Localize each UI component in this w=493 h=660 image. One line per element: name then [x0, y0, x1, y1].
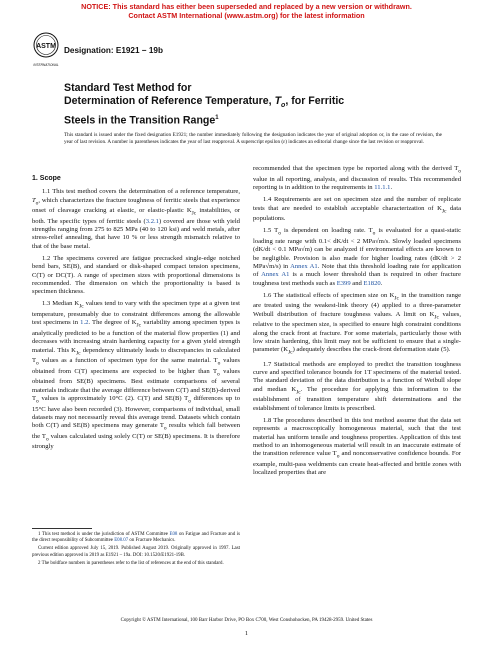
footnote-1: 1 This test method is under the jurisdiction of ASTM Committee E08 on Fatigue and Fracture and is the direct responsibility of Subcommittee E08.07 on Fracture Mechanics.: [32, 532, 240, 544]
paragraph-1-3: 1.3 Median $K_{Jc}$ values tend to vary with the specimen type at a given test temperature, presumably due to constraint differences among the allowable test specimens in 1.2. The degree of $K_{Jc}$ variability among specimen types is analytically predicted to be a function of the material flow properties (1) and decreases with increasing strain hardening capacity for a given yield strength material. This $K_{Jc}$ dependency ultimately leads to discrepancies in calculated $T_o$ values as a function of specimen type for the same material. $T_o$ values obtained from C(T) specimens are expected to be higher than $T_o$ values obtained from SE(B) specimens. Best estimate comparisons of several materials indicate that the average difference between C(T) and SE(B)-derived $T_o$ values is approximately 10°C (2). C(T) and SE(B) $T_o$ differences up to 15°C have also been recorded (3). However, comparisons of individual, small datasets may not necessarily reveal this average trend. Datasets which contain both C(T) and SE(B) specimens may generate $T_o$ results which fall between the $T_o$ values calculated using solely C(T) or SE(B) specimens. It is therefore strongly: [32, 300, 241, 451]
section-heading: 1. Scope: [32, 175, 61, 182]
footnote-1-edition: Current edition approved July 15, 2019. Published August 2019. Originally approved in 1997. Last previous edition approved in 2019 as E1921 – 19a. DOI: 10.1520/E1921-19B.: [32, 546, 240, 558]
footnote-rule: [32, 528, 92, 529]
astm-logo-icon: [33, 30, 59, 70]
paragraph-1-8: 1.8 The procedures described in this test method assume that the data set represents a macroscopically homogeneous material, such that the test material has uniform tensile and toughness properties. Application of this test method to an inhomogeneous material will result in an inaccurate estimate of the transition reference value $T_o$ and nonconservative confidence bounds. For example, multi-pass weldments can create heat-affected and brittle zones with localized properties that are: [253, 416, 461, 476]
designation: Designation: E1921 − 19b: [64, 46, 163, 55]
title-line-1: Standard Test Method for: [64, 82, 192, 94]
title-line-2: Determination of Reference Temperature, $T_o$, for Ferritic: [64, 94, 345, 109]
ref-link[interactable]: E399: [336, 279, 351, 287]
page-number: 1: [244, 630, 249, 637]
notice-line-2: Contact ASTM International (www.astm.org) for the latest information: [128, 10, 365, 20]
ref-link[interactable]: E08: [169, 532, 178, 537]
ref-link[interactable]: Annex A1: [290, 262, 318, 270]
standard-note: This standard is issued under the fixed designation E1921; the number immediately following the designation indicates the year of original adoption or, in the case of revision, the year of last revision. A number in parentheses indicates the year of last reapproval. A superscript epsilon (ε) indicates an editorial change since the last revision or reapproval.: [64, 132, 442, 145]
svg-text:INTERNATIONAL: INTERNATIONAL: [33, 63, 59, 67]
ref-link[interactable]: 1.2: [80, 319, 89, 327]
svg-text:ASTM: ASTM: [36, 43, 56, 50]
footnote-2: 2 The boldface numbers in parentheses refer to the list of references at the end of this standard.: [38, 560, 224, 566]
notice-line-1: NOTICE: This standard has either been superseded and replaced by a new version or withdrawn.: [81, 2, 412, 11]
paragraph-1-5: 1.5 $T_o$ is dependent on loading rate. $T_o$ is evaluated for a quasi-static loading rate range with 0.1< dK/dt < 2 MPa√m/s. Slowly loaded specimens (dK/dt < 0.1 MPa√m) can be analyzed if environmental effects are known to be negligible. Provision is also made for higher loading rates (dK/dt > 2 MPa√m/s) in Annex A1. Note that this threshold loading rate for application of Annex A1 is a much lower threshold than is required in other fracture toughness test methods such as E399 and E1820.: [253, 227, 461, 287]
ref-link[interactable]: E1820: [363, 279, 381, 287]
paragraph-1-7: 1.7 Statistical methods are employed to predict the transition toughness curve and specified tolerance bounds for 1T specimens of the material tested. The standard deviation of the data distribution is a function of Weibull slope and median $K_{Jc}$. The procedure for applying this information to the establishment of transition temperature shift determinations and the establishment of tolerance limits is prescribed.: [253, 360, 461, 412]
right-column: [253, 165, 461, 481]
supersession-notice: [0, 3, 493, 20]
copyright-line: Copyright © ASTM International, 100 Barr Harbor Drive, PO Box C700, West Conshohocken, PA 19428-2959. United States: [120, 618, 373, 623]
paragraph-1-2: 1.2 The specimens covered are fatigue precracked single-edge notched bend bars, SE(B), and standard or disk-shaped compact tension specimens, C(T) or DC(T). A range of specimen sizes with proportional dimensions is recommended. The dimension on which the proportionality is based is specimen thickness.: [32, 255, 240, 296]
ref-link[interactable]: Annex A1: [261, 271, 290, 279]
paragraph-continued: recommended that the specimen type be reported along with the derived $T_o$ value in all reporting, analysis, and discussion of results. This recommended reporting is in addition to the requirements in 11.1.1.: [253, 165, 461, 191]
footnotes: [32, 532, 240, 569]
left-column: [32, 175, 240, 456]
paragraph-1-6: 1.6 The statistical effects of specimen size on $K_{Jc}$ in the transition range are treated using the weakest-link theory (4) applied to a three-parameter Weibull distribution of fracture toughness values. A limit on $K_{Jc}$ values, relative to the specimen size, is specified to ensure high constraint conditions along the crack front at fracture. For some materials, particularly those with low strain hardening, this limit may not be sufficient to ensure that a single-parameter $(K_{Jc})$ adequately describes the crack-front deformation state (5).: [253, 291, 461, 356]
ref-link[interactable]: 11.1.1: [374, 183, 391, 191]
ref-link[interactable]: E08.07: [114, 538, 129, 544]
paragraph-1-4: 1.4 Requirements are set on specimen size and the number of replicate tests that are needed to establish acceptable characterization of $K_{Jc}$ data populations.: [253, 196, 461, 223]
paragraph-1-1: 1.1 This test method covers the determination of a reference temperature, $T_o$, which characterizes the fracture toughness of ferritic steels that experience onset of cleavage cracking at elastic, or elastic-plastic $K_{Jc}$ instabilities, or both. The specific types of ferritic steels (3.2.1) covered are those with yield strengths ranging from 275 to 825 MPa (40 to 120 ksi) and weld metals, after stress-relief annealing, that have 10 % or less strength mismatch relative to that of the base metal.: [32, 188, 240, 250]
title-line-3: Steels in the Transition Range$^1$: [64, 114, 219, 127]
document-title: [64, 82, 394, 127]
ref-link[interactable]: 3.2.1: [145, 217, 159, 225]
